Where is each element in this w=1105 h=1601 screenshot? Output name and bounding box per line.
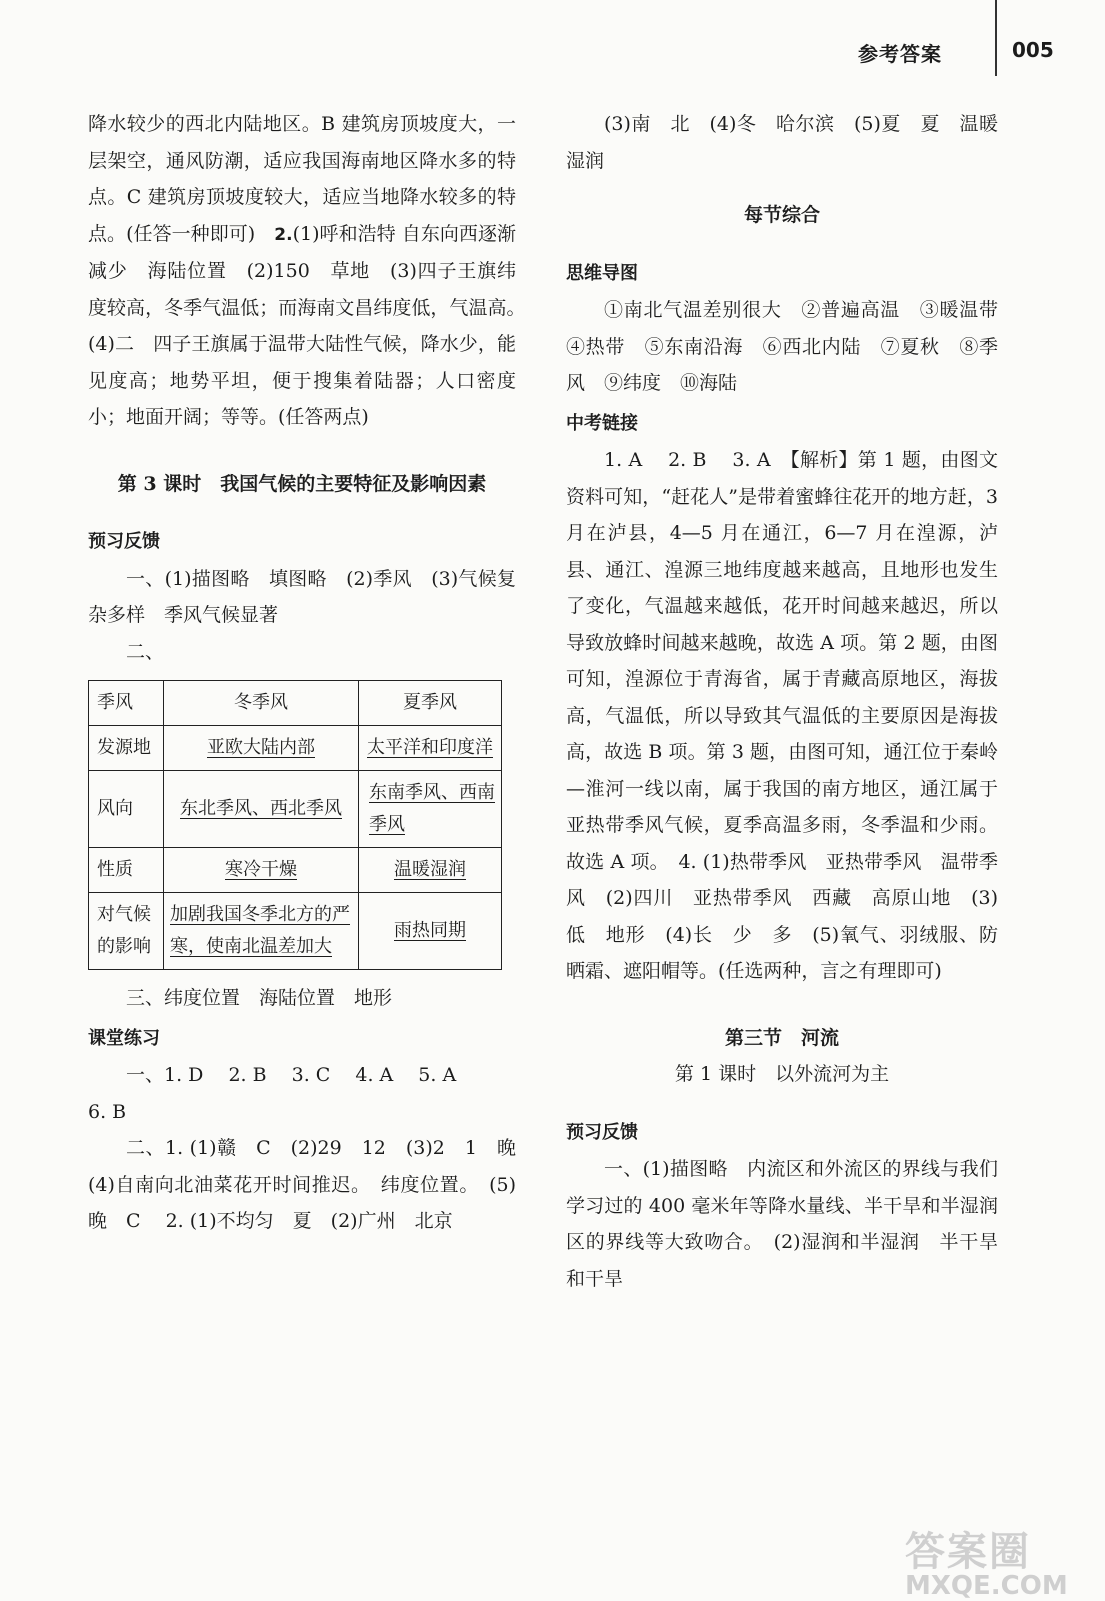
- table-row: [89, 681, 502, 726]
- table-row: [89, 726, 502, 771]
- preview-heading: 预习反馈: [88, 531, 160, 552]
- table-cell: 温暖湿润: [359, 848, 502, 893]
- answer-text: (1)呼和浩特 自东向西逐渐减少 海陆位置 (2)150 草地 (3)四子王旗纬度较高，冬季气温低；而海南文昌纬度低，气温高。 (4)二 四子王旗属于温带大陆性气候，降水少，能见度高；地势平坦，便于搜集着陆器；人口密度小；地面开阔；等等。(任答两点): [88, 222, 536, 428]
- table-cell: 太平洋和印度洋: [359, 726, 502, 771]
- table-row: [89, 893, 502, 970]
- table-cell: 亚欧大陆内部: [164, 726, 359, 771]
- table-cell: 冬季风: [164, 681, 359, 726]
- section-summary-title: 每节综合: [743, 204, 820, 226]
- lesson-title: 第 3 课时 我国气候的主要特征及影响因素: [117, 472, 487, 495]
- answer-continuation: (3)南 北 (4)冬 哈尔滨 (5)夏 夏 温暖湿润: [566, 113, 998, 172]
- table-cell: 东南季风、西南季风: [359, 771, 502, 848]
- table-cell: 性质: [89, 848, 164, 893]
- answer-text: 降水较少的西北内陆地区。B 建筑房顶坡度大，一层架空，通风防潮，适应我国海南地区降水多的特点。C 建筑房顶坡度较大，适应当地降水较多的特点。(任答一种即可): [88, 113, 516, 245]
- table-cell: 加剧我国冬季北方的严寒，使南北温差加大: [164, 893, 359, 970]
- preview-answer-1: 一、(1)描图略 内流区和外流区的界线与我们学习过的 400 毫米年等降水量线、半干旱和半湿润区的界线等大致吻合。 (2)湿润和半湿润 半干旱和干旱: [566, 1158, 998, 1290]
- table-cell: 寒冷干燥: [164, 848, 359, 893]
- zhongkao-answers: 1. A 2. B 3. A 【解析】第 1 题，由图文资料可知，“赶花人”是带着蜜蜂往花开的地方赶，3 月在泸县，4—5 月在通江，6—7 月在湟源，泸县、通江、湟源三地纬度越来越高，且地形也发生了变化，气温越来越低，花开时间越来越迟，所以导致放蜂时间越来越晚，故选 A 项。第 2 题，由图可知，湟源位于青海省，属于青藏高原地区，海拔高，气温低，所以导致其气温低的主要原因是海拔高，故选 B 项。第 3 题，由图可知，通江位于秦岭—淮河一线以南，属于我国的南方地区，通江属于亚热带季风气候，夏季高温多雨，冬季温和少雨。故选 A 项。 4. (1)热带季风 亚热带季风 温带季风 (2)四川 亚热带季风 西藏 高原山地 (3)低 地形 (4)长 少 多 (5)氧气、羽绒服、防晒霜、遮阳帽等。(任选两种，言之有理即可): [566, 449, 998, 982]
- practice-answer-1: 一、1. D 2. B 3. C 4. A 5. A: [126, 1064, 457, 1086]
- table-cell: 夏季风: [359, 681, 502, 726]
- lesson-title: 第 1 课时 以外流河为主: [674, 1063, 890, 1085]
- watermark-text: 答案圈: [905, 1529, 1031, 1575]
- table-cell: 雨热同期: [359, 893, 502, 970]
- table-cell: 风向: [89, 771, 164, 848]
- mindmap-answers: ①南北气温差别很大 ②普遍高温 ③暖温带 ④热带 ⑤东南沿海 ⑥西北内陆 ⑦夏秋 ⑧季风 ⑨纬度 ⑩海陆: [566, 299, 1018, 394]
- mindmap-heading: 思维导图: [566, 262, 638, 284]
- monsoon-table: [88, 680, 502, 970]
- table-cell: 发源地: [89, 726, 164, 771]
- table-row: [89, 771, 502, 848]
- table-row: [89, 848, 502, 893]
- header-rule: [995, 0, 997, 76]
- preview-answer-2: 二、: [126, 640, 165, 663]
- table-cell: 对气候的影响: [89, 893, 164, 970]
- right-column: [566, 106, 1018, 1297]
- zhongkao-heading: 中考链接: [566, 412, 638, 434]
- header-label: 参考答案: [858, 42, 942, 66]
- page-number: 005: [1012, 38, 1054, 62]
- table-cell: 季风: [89, 681, 164, 726]
- question-number: 2.: [274, 224, 293, 245]
- practice-heading: 课堂练习: [88, 1027, 160, 1049]
- practice-answer-1b: 6. B: [88, 1100, 127, 1123]
- preview-heading: 预习反馈: [566, 1121, 638, 1143]
- preview-answer-3: 三、纬度位置 海陆位置 地形: [126, 987, 393, 1009]
- section-title: 第三节 河流: [724, 1026, 839, 1049]
- watermark-logo: [905, 1520, 1085, 1601]
- practice-answer-2: 二、1. (1)赣 C (2)29 12 (3)2 1 晚 (4)自南向北油菜花开时间推迟。 纬度位置。 (5)晚 C 2. (1)不均匀 夏 (2)广州 北京: [88, 1137, 536, 1232]
- table-cell: 东北季风、西北季风: [164, 771, 359, 848]
- answer-paragraph: [88, 106, 536, 436]
- left-column: [88, 106, 536, 1240]
- preview-answer-1: 一、(1)描图略 填图略 (2)季风 (3)气候复杂多样 季风气候显著: [88, 567, 516, 626]
- watermark-url: MXQE.COM: [905, 1571, 1068, 1601]
